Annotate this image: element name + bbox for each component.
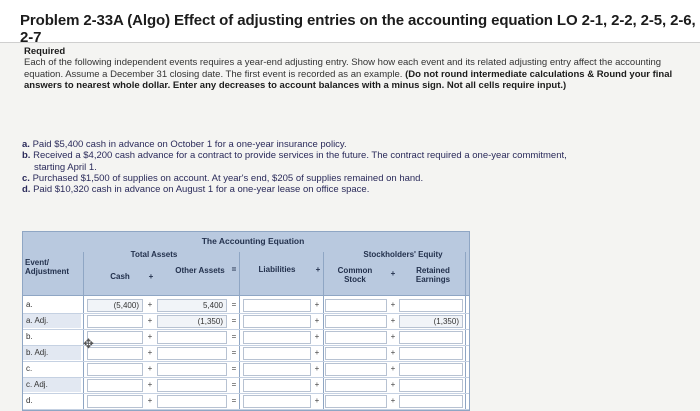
plus-sign: + xyxy=(390,364,396,373)
equation-title: The Accounting Equation xyxy=(201,236,305,246)
instructions-text: Each of the following independent events requires a year-end adjusting entry. Show how each event and its related adjusting entry affect the accounting equation. Assume a December 31 closing date. The first event is recorded as an example. xyxy=(24,57,662,80)
cash-input[interactable] xyxy=(87,363,143,376)
equals-sign: = xyxy=(231,380,237,389)
cash-input[interactable] xyxy=(87,379,143,392)
row-label: c. xyxy=(26,364,33,373)
cash-input[interactable] xyxy=(87,395,143,408)
event-b-continued: starting April 1. xyxy=(34,161,97,173)
plus-sign: + xyxy=(390,300,396,309)
row-label: b. Adj. xyxy=(23,346,81,360)
plus-sign: + xyxy=(147,396,153,405)
plus-sign: + xyxy=(147,316,153,325)
equals-sign: = xyxy=(231,364,237,373)
liabilities-input[interactable] xyxy=(243,315,311,328)
retained-earnings-input[interactable]: (1,350) xyxy=(399,315,463,328)
stockholders-equity-header: Stockholders' Equity xyxy=(363,250,443,259)
row-label: a. xyxy=(26,300,33,309)
cash-input[interactable] xyxy=(87,347,143,360)
common-stock-input[interactable] xyxy=(325,331,387,344)
common-stock-input[interactable] xyxy=(325,315,387,328)
total-assets-header: Total Assets xyxy=(130,250,178,259)
liabilities-input[interactable] xyxy=(243,347,311,360)
plus-sign-header: + xyxy=(148,272,154,281)
plus-sign: + xyxy=(314,380,320,389)
plus-sign-header-2: + xyxy=(315,265,321,274)
other-assets-input[interactable] xyxy=(157,347,227,360)
event-a: a. Paid $5,400 cash in advance on October 1 for a one-year insurance policy. xyxy=(22,139,347,150)
equals-sign-header: = xyxy=(231,265,237,274)
event-b: b. Received a $4,200 cash advance for a contract to provide services in the future. The contract required a one-year commitment, xyxy=(22,150,567,162)
plus-sign: + xyxy=(147,332,153,341)
plus-sign: + xyxy=(390,348,396,357)
liabilities-input[interactable] xyxy=(243,363,311,376)
liabilities-header: Liabilities xyxy=(258,265,296,274)
other-assets-input[interactable] xyxy=(157,395,227,408)
mouse-cursor-icon: ✥ xyxy=(83,336,94,351)
table-row xyxy=(23,298,469,314)
plus-sign: + xyxy=(147,364,153,373)
row-label: d. xyxy=(26,396,33,405)
retained-earnings-header: Retained Earnings xyxy=(415,266,451,284)
plus-sign: + xyxy=(390,316,396,325)
event-c: c. Purchased $1,500 of supplies on account. At year's end, $205 of supplies remained on hand. xyxy=(22,172,424,184)
plus-sign: + xyxy=(147,348,153,357)
plus-sign: + xyxy=(390,380,396,389)
common-stock-input[interactable] xyxy=(325,395,387,408)
common-stock-header: Common Stock xyxy=(337,266,373,284)
other-assets-input[interactable]: (1,350) xyxy=(157,315,227,328)
retained-earnings-input[interactable] xyxy=(399,299,463,312)
table-row xyxy=(23,314,469,330)
plus-sign: + xyxy=(147,300,153,309)
table-row xyxy=(23,362,469,378)
equals-sign: = xyxy=(231,348,237,357)
retained-earnings-input[interactable] xyxy=(399,347,463,360)
plus-sign-header-3: + xyxy=(390,269,396,278)
equals-sign: = xyxy=(231,396,237,405)
cash-input[interactable]: (5,400) xyxy=(87,299,143,312)
other-assets-input[interactable] xyxy=(157,331,227,344)
cash-input[interactable] xyxy=(87,315,143,328)
liabilities-input[interactable] xyxy=(243,299,311,312)
common-stock-input[interactable] xyxy=(325,379,387,392)
row-label: c. Adj. xyxy=(23,378,81,392)
problem-title: Problem 2-33A (Algo) Effect of adjusting entries on the accounting equation LO 2-1, 2-2, 2-5, 2-6, 2-7 xyxy=(20,12,696,46)
cash-header: Cash xyxy=(110,272,130,281)
instructions-bold: (Do not round intermediate calculations & Round your final answers to nearest whole dollar. Enter any decreases to account balances with a minus sign. Not all cells require input.) xyxy=(24,68,673,91)
retained-earnings-input[interactable] xyxy=(399,363,463,376)
equals-sign: = xyxy=(231,316,237,325)
row-label: a. Adj. xyxy=(23,314,81,328)
accounting-equation-table xyxy=(22,231,470,411)
plus-sign: + xyxy=(314,364,320,373)
plus-sign: + xyxy=(147,380,153,389)
event-list xyxy=(22,139,680,195)
equals-sign: = xyxy=(231,332,237,341)
plus-sign: + xyxy=(390,332,396,341)
instructions xyxy=(24,57,680,92)
equals-sign: = xyxy=(231,300,237,309)
retained-earnings-input[interactable] xyxy=(399,395,463,408)
plus-sign: + xyxy=(314,332,320,341)
table-row xyxy=(23,378,469,394)
event-d: d. Paid $10,320 cash in advance on August 1 for a one-year lease on office space. xyxy=(22,184,370,196)
plus-sign: + xyxy=(390,396,396,405)
common-stock-input[interactable] xyxy=(325,363,387,376)
common-stock-input[interactable] xyxy=(325,347,387,360)
plus-sign: + xyxy=(314,316,320,325)
other-assets-header: Other Assets xyxy=(175,266,225,275)
required-heading: Required xyxy=(24,46,66,57)
event-adjustment-header: Event/ Adjustment xyxy=(25,258,69,276)
row-label: b. xyxy=(26,332,33,341)
retained-earnings-input[interactable] xyxy=(399,331,463,344)
other-assets-input[interactable] xyxy=(157,363,227,376)
other-assets-input[interactable] xyxy=(157,379,227,392)
title-bar xyxy=(0,0,700,46)
plus-sign: + xyxy=(314,300,320,309)
other-assets-input[interactable]: 5,400 xyxy=(157,299,227,312)
plus-sign: + xyxy=(314,348,320,357)
table-row xyxy=(23,394,469,410)
cash-input[interactable] xyxy=(87,331,143,344)
retained-earnings-input[interactable] xyxy=(399,379,463,392)
common-stock-input[interactable] xyxy=(325,299,387,312)
liabilities-input[interactable] xyxy=(243,395,311,408)
plus-sign: + xyxy=(314,396,320,405)
liabilities-input[interactable] xyxy=(243,331,311,344)
liabilities-input[interactable] xyxy=(243,379,311,392)
